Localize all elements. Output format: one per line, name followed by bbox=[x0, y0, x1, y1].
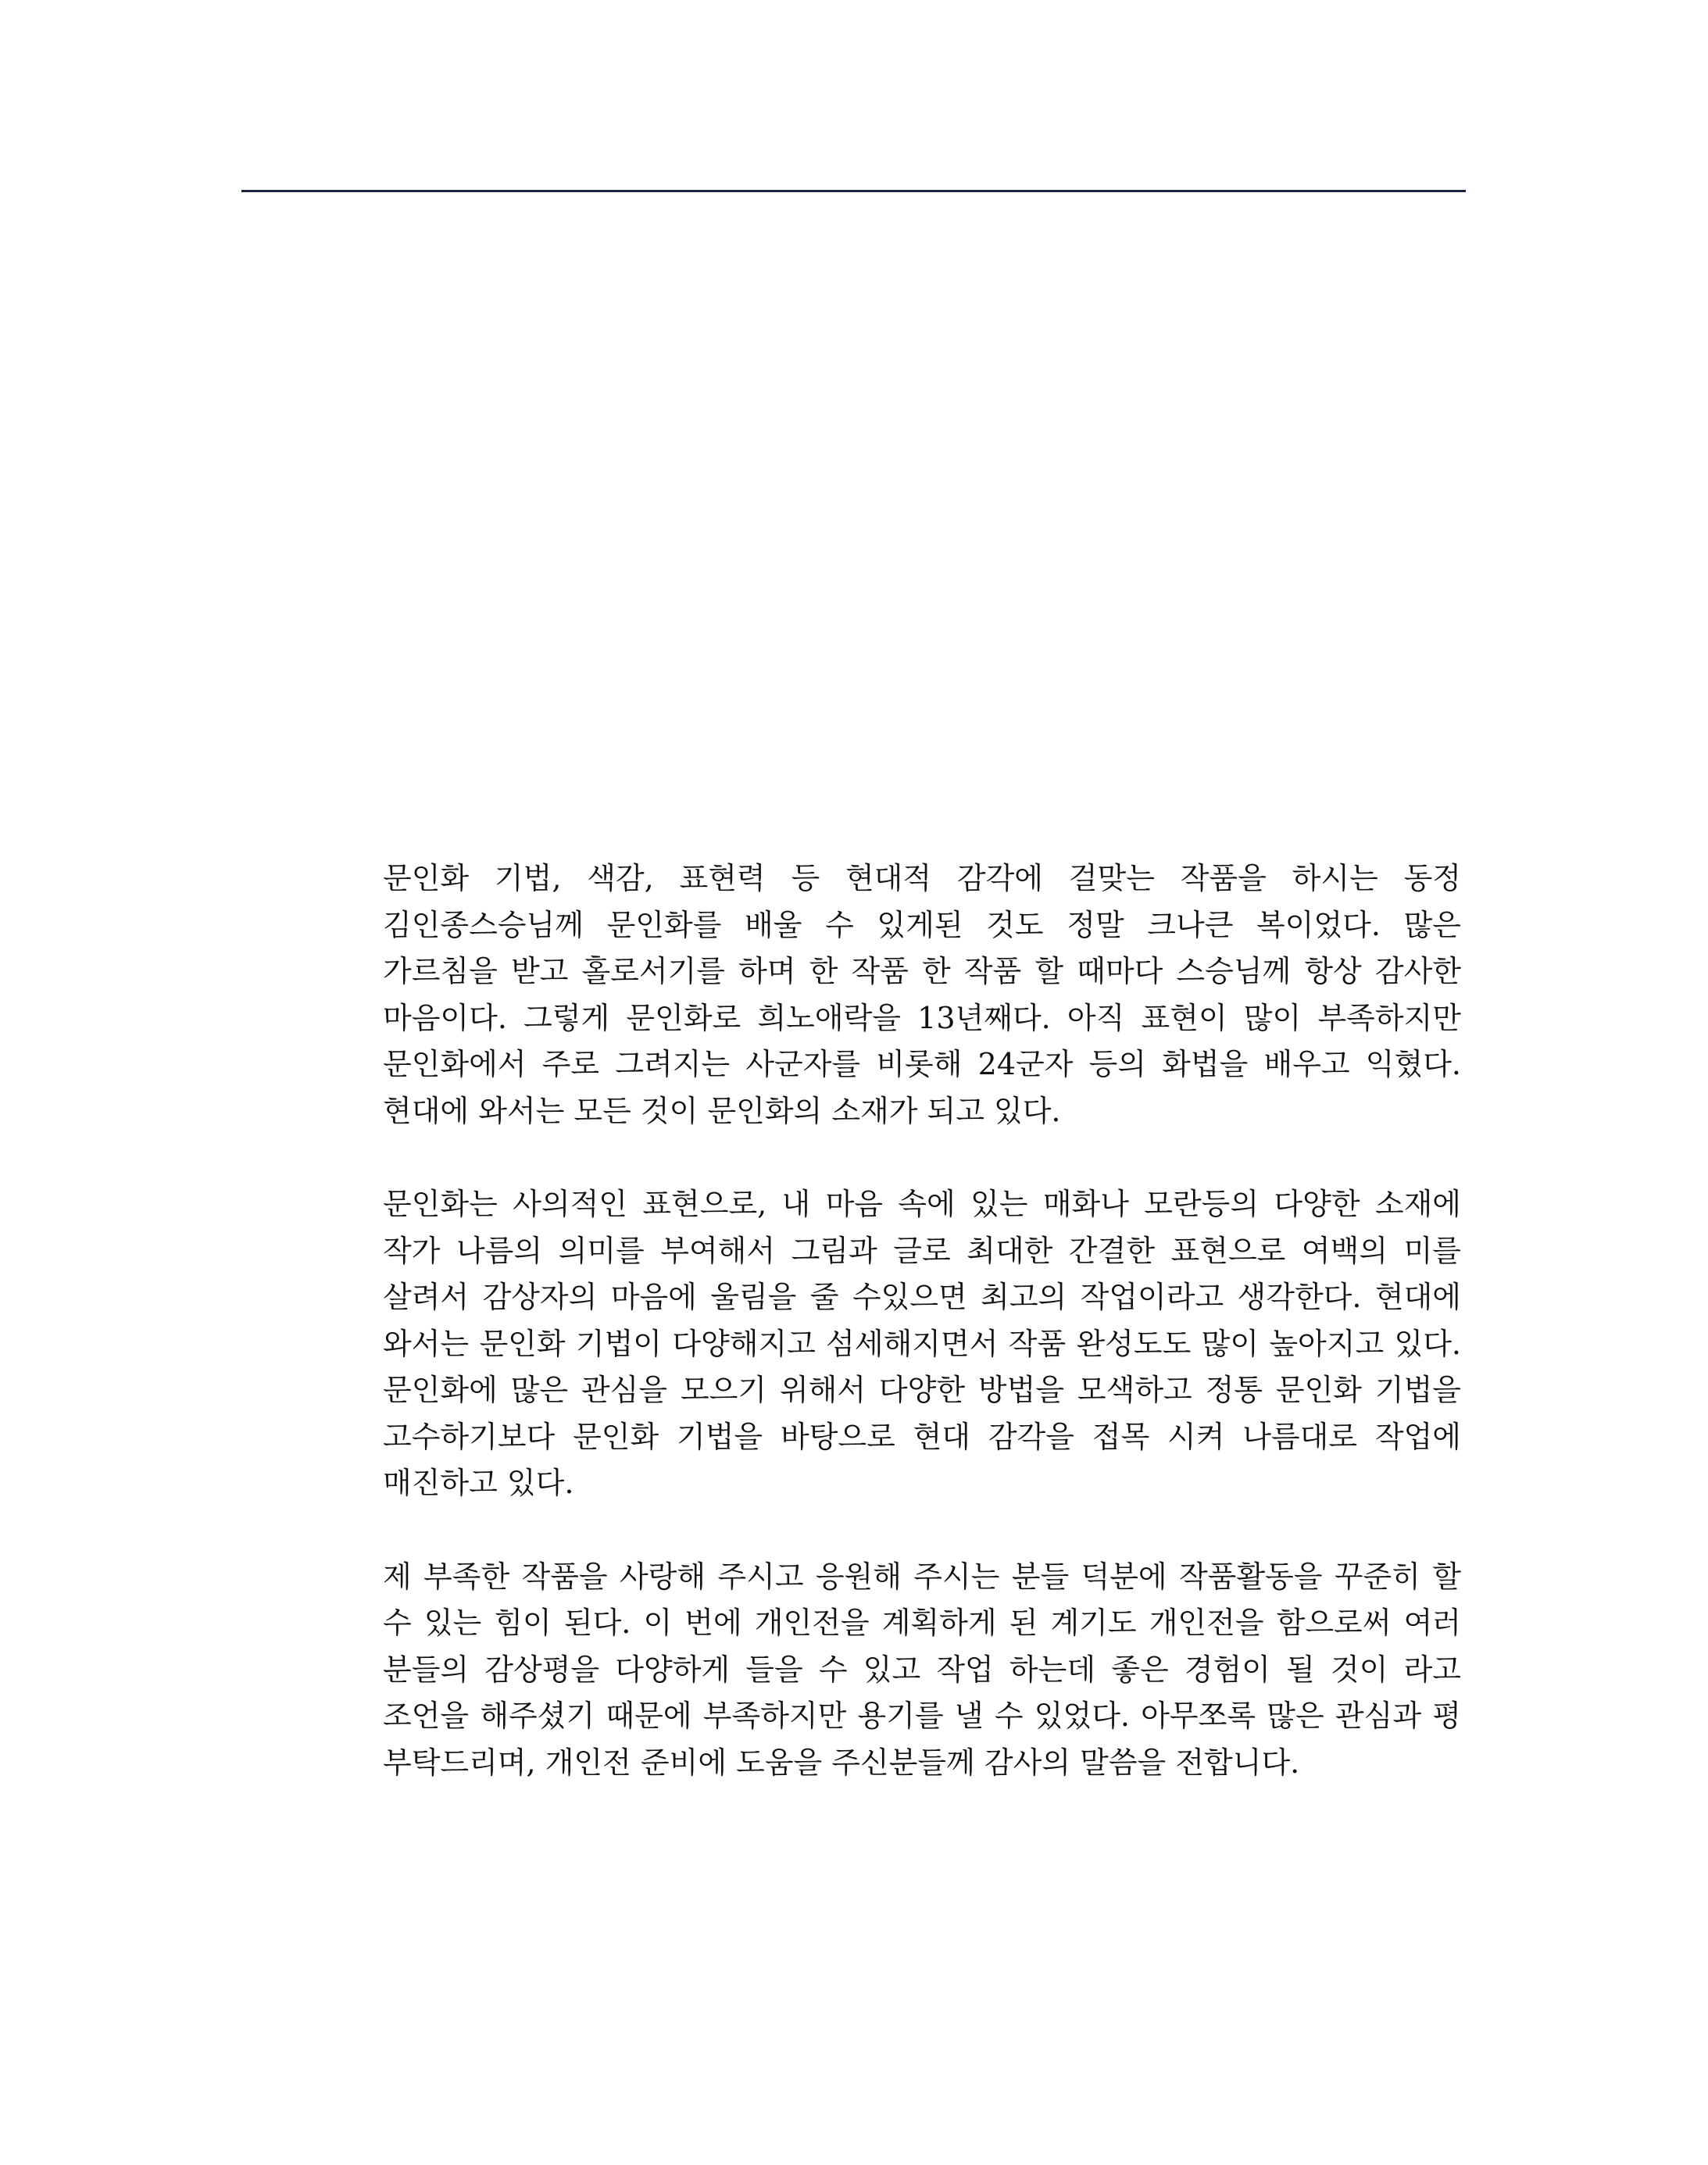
paragraph-2: 문인화는 사의적인 표현으로, 내 마음 속에 있는 매화나 모란등의 다양한 소재에 작가 나름의 의미를 부여해서 그림과 글로 최대한 간결한 표현으로 여백의 미를 살려서 감상자의 마음에 울림을 줄 수있으면 최고의 작업이라고 생각한다. 현대에 와서는 문인화 기법이 다양해지고 섬세해지면서 작품 완성도도 많이 높아지고 있다. 문인화에 많은 관심을 모으기 위해서 다양한 방법을 모색하고 정통 문인화 기법을 고수하기보다 문인화 기법을 바탕으로 현대 감각을 접목 시켜 나름대로 작업에 매진하고 있다. bbox=[383, 1187, 1461, 1500]
document-body bbox=[383, 856, 1461, 1786]
paragraph-1: 문인화 기법, 색감, 표현력 등 현대적 감각에 걸맞는 작품을 하시는 동정 김인종스승님께 문인화를 배울 수 있게된 것도 정말 크나큰 복이었다. 많은 가르침을 받고 홀로서기를 하며 한 작품 한 작품 할 때마다 스승님께 항상 감사한 마음이다. 그렇게 문인화로 희노애락을 13년째다. 아직 표현이 많이 부족하지만 문인화에서 주로 그려지는 사군자를 비롯해 24군자 등의 화법을 배우고 익혔다. 현대에 와서는 모든 것이 문인화의 소재가 되고 있다. bbox=[383, 861, 1461, 1128]
paragraph-3: 제 부족한 작품을 사랑해 주시고 응원해 주시는 분들 덕분에 작품활동을 꾸준히 할 수 있는 힘이 된다. 이 번에 개인전을 계획하게 된 계기도 개인전을 함으로써 여러 분들의 감상평을 다양하게 들을 수 있고 작업 하는데 좋은 경험이 될 것이 라고 조언을 해주셨기 때문에 부족하지만 용기를 낼 수 있었다. 아무쪼록 많은 관심과 평 부탁드리며, 개인전 준비에 도움을 주신분들께 감사의 말씀을 전합니다. bbox=[383, 1559, 1461, 1780]
header-divider-line bbox=[241, 190, 1466, 192]
